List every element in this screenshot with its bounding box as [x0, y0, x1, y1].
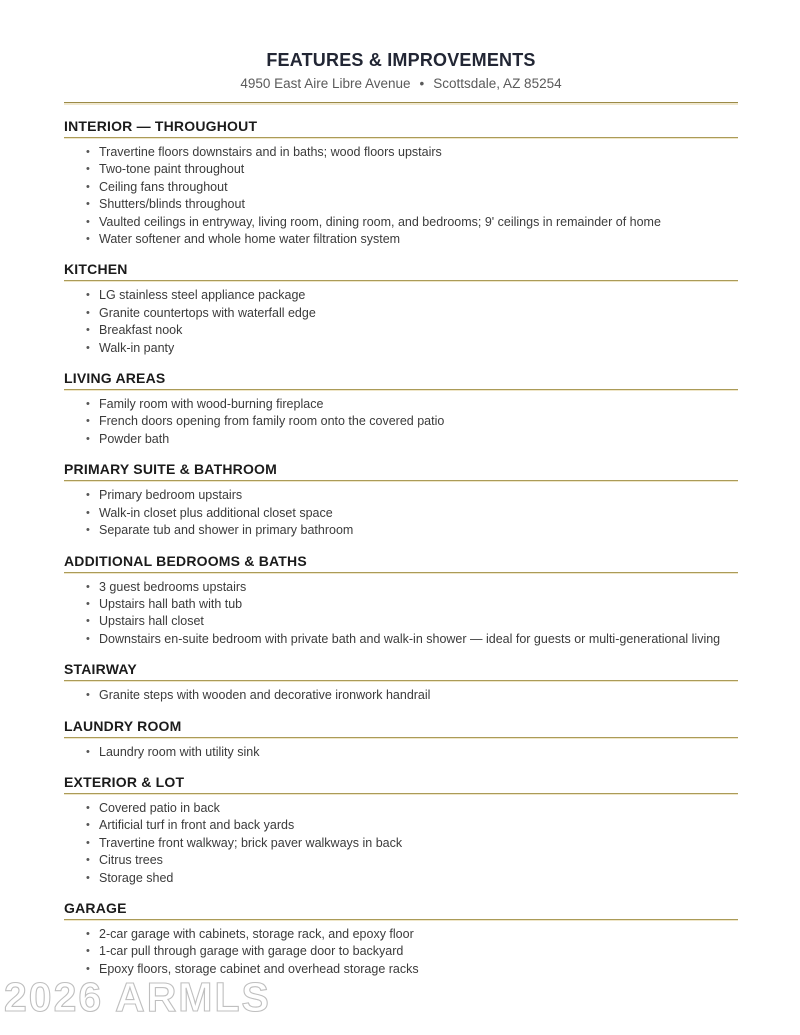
section-divider — [64, 280, 738, 282]
list-item: • Primary bedroom upstairs — [86, 487, 738, 504]
list-item: • Storage shed — [86, 870, 738, 887]
armls-watermark: 2026 ARMLS — [4, 974, 271, 1020]
list-item: • Family room with wood-burning fireplace — [86, 396, 738, 413]
list-item: • Laundry room with utility sink — [86, 744, 738, 761]
list-item: • Granite countertops with waterfall edge — [86, 305, 738, 322]
document-header — [64, 48, 738, 105]
list-item: • Shutters/blinds throughout — [86, 196, 738, 213]
feature-section — [64, 461, 738, 539]
list-item: • Walk-in panty — [86, 340, 738, 357]
feature-section — [64, 370, 738, 448]
list-item: • Two-tone paint throughout — [86, 161, 738, 178]
bullet-list — [64, 744, 738, 761]
document-title: FEATURES & IMPROVEMENTS — [266, 50, 536, 70]
sections-container — [64, 118, 738, 978]
bullet-list — [64, 487, 738, 539]
list-item: • Epoxy floors, storage cabinet and overhead storage racks — [86, 961, 738, 978]
feature-section — [64, 774, 738, 887]
section-divider — [64, 737, 738, 739]
list-item: • Travertine floors downstairs and in baths; wood floors upstairs — [86, 144, 738, 161]
feature-section — [64, 261, 738, 357]
section-title: KITCHEN — [64, 261, 128, 278]
list-item: • 3 guest bedrooms upstairs — [86, 579, 738, 596]
section-divider — [64, 680, 738, 682]
list-item: • Powder bath — [86, 431, 738, 448]
list-item: • 2-car garage with cabinets, storage rack, and epoxy floor — [86, 926, 738, 943]
list-item: • Downstairs en-suite bedroom with private bath and walk-in shower — ideal for guests or multi-generational living — [86, 631, 738, 648]
list-item: • Ceiling fans throughout — [86, 179, 738, 196]
list-item: • Upstairs hall closet — [86, 613, 738, 630]
section-title: LAUNDRY ROOM — [64, 717, 182, 734]
feature-section — [64, 118, 738, 248]
section-divider — [64, 389, 738, 391]
section-title: INTERIOR — THROUGHOUT — [64, 118, 258, 134]
list-item: • Covered patio in back — [86, 800, 738, 817]
feature-section — [64, 900, 738, 978]
section-title: EXTERIOR & LOT — [64, 773, 185, 790]
section-title: ADDITIONAL BEDROOMS & BATHS — [64, 552, 307, 569]
address-city: Scottsdale, AZ 85254 — [433, 76, 562, 91]
bullet-list — [64, 287, 738, 357]
list-item: • LG stainless steel appliance package — [86, 287, 738, 304]
list-item: • French doors opening from family room onto the covered patio — [86, 413, 738, 430]
list-item: • Artificial turf in front and back yards — [86, 817, 738, 834]
section-title: GARAGE — [64, 899, 127, 916]
bullet-separator: • — [419, 76, 425, 91]
section-divider — [64, 572, 738, 574]
feature-section — [64, 553, 738, 649]
bullet-list — [64, 144, 738, 248]
list-item: • Vaulted ceilings in entryway, living room, dining room, and bedrooms; 9' ceilings in remainder of home — [86, 214, 738, 231]
address-street: 4950 East Aire Libre Avenue — [240, 76, 411, 91]
bullet-list — [64, 687, 738, 704]
section-title: STAIRWAY — [64, 661, 137, 678]
section-title: PRIMARY SUITE & BATHROOM — [64, 461, 277, 478]
list-item: • Granite steps with wooden and decorative ironwork handrail — [86, 687, 738, 704]
list-item: • Upstairs hall bath with tub — [86, 596, 738, 613]
bullet-list — [64, 800, 738, 887]
section-divider — [64, 919, 738, 921]
list-item: • Breakfast nook — [86, 322, 738, 339]
bullet-list — [64, 579, 738, 649]
list-item: • Water softener and whole home water filtration system — [86, 231, 738, 248]
feature-section — [64, 718, 738, 761]
feature-section — [64, 661, 738, 704]
header-divider — [64, 102, 738, 105]
bullet-list — [64, 396, 738, 448]
section-divider — [64, 793, 738, 795]
list-item: • Travertine front walkway; brick paver walkways in back — [86, 835, 738, 852]
list-item: • 1-car pull through garage with garage door to backyard — [86, 943, 738, 960]
section-divider — [64, 137, 738, 139]
document-subtitle — [64, 75, 738, 93]
list-item: • Separate tub and shower in primary bathroom — [86, 522, 738, 539]
section-divider — [64, 480, 738, 482]
bullet-list — [64, 926, 738, 978]
list-item: • Walk-in closet plus additional closet space — [86, 505, 738, 522]
list-item: • Citrus trees — [86, 852, 738, 869]
section-title: LIVING AREAS — [64, 370, 166, 387]
